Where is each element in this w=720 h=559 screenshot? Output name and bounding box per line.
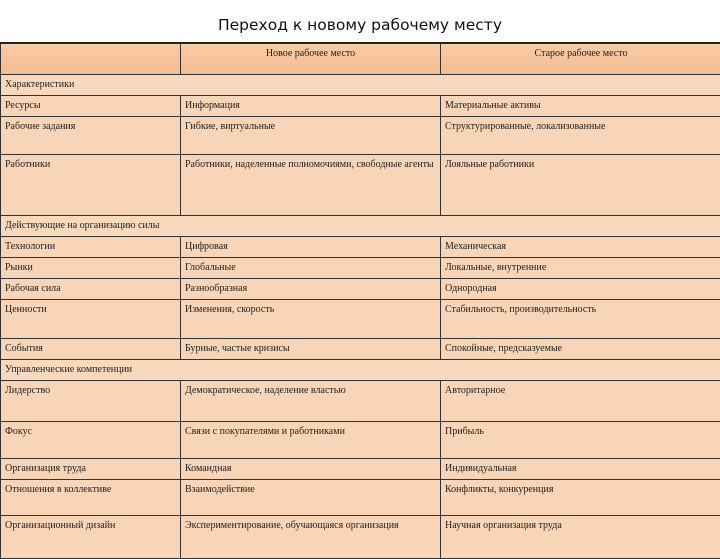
new-workplace-cell: Цифровая	[181, 236, 441, 257]
section-row	[1, 74, 720, 95]
row-label-cell: Фокус	[1, 421, 181, 458]
old-workplace-cell: Лояльные работники	[441, 154, 720, 215]
row-label-cell: События	[1, 338, 181, 359]
row-label-cell: Технологии	[1, 236, 181, 257]
old-workplace-cell: Структурированные, локализованные	[441, 116, 720, 154]
old-workplace-cell: Стабильность, производительность	[441, 299, 720, 338]
new-workplace-cell: Работники, наделенные полномочиями, свободные агенты	[181, 154, 441, 215]
old-workplace-cell: Однородная	[441, 278, 720, 299]
new-workplace-cell: Демократическое, наделение властью	[181, 380, 441, 421]
old-workplace-cell: Спокойные, предсказуемые	[441, 338, 720, 359]
header-cell-new: Новое рабочее место	[181, 43, 441, 74]
new-workplace-cell: Изменения, скорость	[181, 299, 441, 338]
table-row	[1, 515, 720, 558]
new-workplace-cell: Взаимодействие	[181, 479, 441, 515]
old-workplace-cell: Авторитарное	[441, 380, 720, 421]
header-cell-old: Старое рабочее место	[441, 43, 720, 74]
new-workplace-cell: Экспериментирование, обучающаяся организация	[181, 515, 441, 558]
new-workplace-cell: Командная	[181, 458, 441, 479]
old-workplace-cell: Локальные, внутренние	[441, 257, 720, 278]
table-row	[1, 458, 720, 479]
page-title: Переход к новому рабочему месту	[0, 16, 720, 34]
new-workplace-cell: Гибкие, виртуальные	[181, 116, 441, 154]
old-workplace-cell: Конфликты, конкуренция	[441, 479, 720, 515]
table-row	[1, 479, 720, 515]
row-label-cell: Организационный дизайн	[1, 515, 181, 558]
row-label-cell: Рабочая сила	[1, 278, 181, 299]
section-row	[1, 359, 720, 380]
table-row	[1, 380, 720, 421]
old-workplace-cell: Механическая	[441, 236, 720, 257]
section-label: Действующие на организацию силы	[1, 215, 720, 236]
row-label-cell: Лидерство	[1, 380, 181, 421]
new-workplace-cell: Связи с покупателями и работниками	[181, 421, 441, 458]
old-workplace-cell: Индивидуальная	[441, 458, 720, 479]
old-workplace-cell: Прибыль	[441, 421, 720, 458]
table-row	[1, 299, 720, 338]
old-workplace-cell: Материальные активы	[441, 95, 720, 116]
new-workplace-cell: Глобальные	[181, 257, 441, 278]
row-label-cell: Ценности	[1, 299, 181, 338]
table-row	[1, 116, 720, 154]
section-label: Управленческие компетенции	[1, 359, 720, 380]
table-row	[1, 257, 720, 278]
row-label-cell: Организация труда	[1, 458, 181, 479]
section-row	[1, 215, 720, 236]
table-row	[1, 338, 720, 359]
new-workplace-cell: Информация	[181, 95, 441, 116]
row-label-cell: Рынки	[1, 257, 181, 278]
new-workplace-cell: Разнообразная	[181, 278, 441, 299]
table-row	[1, 236, 720, 257]
table-row	[1, 154, 720, 215]
section-label: Характеристики	[1, 74, 720, 95]
comparison-table	[0, 42, 720, 559]
row-label-cell: Отношения в коллективе	[1, 479, 181, 515]
row-label-cell: Ресурсы	[1, 95, 181, 116]
new-workplace-cell: Бурные, частые кризисы	[181, 338, 441, 359]
table-row	[1, 278, 720, 299]
row-label-cell: Работники	[1, 154, 181, 215]
header-cell-empty	[1, 43, 181, 74]
row-label-cell: Рабочие задания	[1, 116, 181, 154]
old-workplace-cell: Научная организация труда	[441, 515, 720, 558]
table-row	[1, 421, 720, 458]
table-row	[1, 95, 720, 116]
table-header-row	[1, 43, 720, 74]
